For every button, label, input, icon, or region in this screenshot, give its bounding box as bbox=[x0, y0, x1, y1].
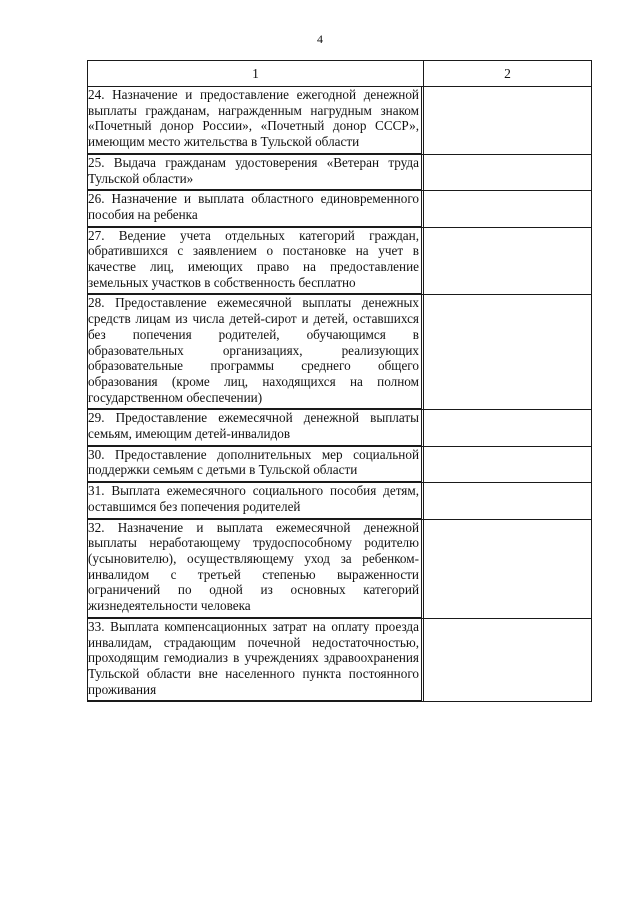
service-cell bbox=[88, 410, 424, 446]
service-text: 29. Предоставление ежемесячной денежной выплаты семьям, имеющим детей-инвалидов bbox=[88, 410, 422, 445]
table-row bbox=[88, 227, 592, 295]
column-header-2: 2 bbox=[424, 61, 592, 87]
table-row bbox=[88, 519, 592, 618]
services-table bbox=[87, 60, 592, 702]
empty-cell bbox=[424, 227, 592, 295]
service-text: 24. Назначение и предоставление ежегодной денежной выплаты гражданам, награжденным нагрудным знаком «Почетный донор России», «Почетный донор СССР», имеющим место жительства в Тульской области bbox=[88, 87, 422, 154]
table-row bbox=[88, 410, 592, 446]
service-cell bbox=[88, 519, 424, 618]
service-text: 33. Выплата компенсационных затрат на оплату проезда инвалидам, страдающим почечной недостаточностью, проходящим гемодиализ в учреждениях здравоохранения Тульской области вне населенного пункта постоянного проживания bbox=[88, 619, 422, 702]
table-header-row bbox=[88, 61, 592, 87]
table-row bbox=[88, 618, 592, 702]
table-row bbox=[88, 295, 592, 410]
service-cell bbox=[88, 227, 424, 295]
service-text: 30. Предоставление дополнительных мер социальной поддержки семьям с детьми в Тульской области bbox=[88, 447, 422, 482]
service-cell bbox=[88, 295, 424, 410]
table-row bbox=[88, 154, 592, 190]
empty-cell bbox=[424, 483, 592, 519]
empty-cell bbox=[424, 295, 592, 410]
table-row bbox=[88, 87, 592, 155]
table-row bbox=[88, 446, 592, 482]
service-cell bbox=[88, 154, 424, 190]
service-cell bbox=[88, 483, 424, 519]
empty-cell bbox=[424, 446, 592, 482]
page-number: 4 bbox=[317, 32, 323, 46]
column-header-1: 1 bbox=[88, 61, 424, 87]
service-text: 31. Выплата ежемесячного социального пособия детям, оставшимся без попечения родителей bbox=[88, 483, 422, 518]
empty-cell bbox=[424, 87, 592, 155]
service-cell bbox=[88, 618, 424, 702]
empty-cell bbox=[424, 618, 592, 702]
empty-cell bbox=[424, 154, 592, 190]
empty-cell bbox=[424, 410, 592, 446]
service-text: 27. Ведение учета отдельных категорий граждан, обратившихся с заявлением о постановке на учет в качестве лиц, имеющих право на предоставление земельных участков в собственность бесплатно bbox=[88, 228, 422, 295]
service-text: 25. Выдача гражданам удостоверения «Ветеран труда Тульской области» bbox=[88, 155, 422, 190]
service-text: 28. Предоставление ежемесячной выплаты денежных средств лицам из числа детей-сирот и детей, оставшихся без попечения родителей, обучающимся в образовательных организациях, реализующих образовательные программы среднего общего образования (кроме лиц, находящихся на полном государственном обеспечении) bbox=[88, 295, 422, 409]
table-row bbox=[88, 483, 592, 519]
empty-cell bbox=[424, 519, 592, 618]
empty-cell bbox=[424, 191, 592, 227]
service-cell bbox=[88, 87, 424, 155]
service-cell bbox=[88, 191, 424, 227]
service-text: 32. Назначение и выплата ежемесячной денежной выплаты неработающему трудоспособному родителю (усыновителю), осуществляющему уход за ребенком-инвалидом с третьей степенью выраженности ограничений по одной из основных категорий жизнедеятельности человека bbox=[88, 520, 422, 618]
service-cell bbox=[88, 446, 424, 482]
service-text: 26. Назначение и выплата областного единовременного пособия на ребенка bbox=[88, 191, 422, 226]
table-row bbox=[88, 191, 592, 227]
